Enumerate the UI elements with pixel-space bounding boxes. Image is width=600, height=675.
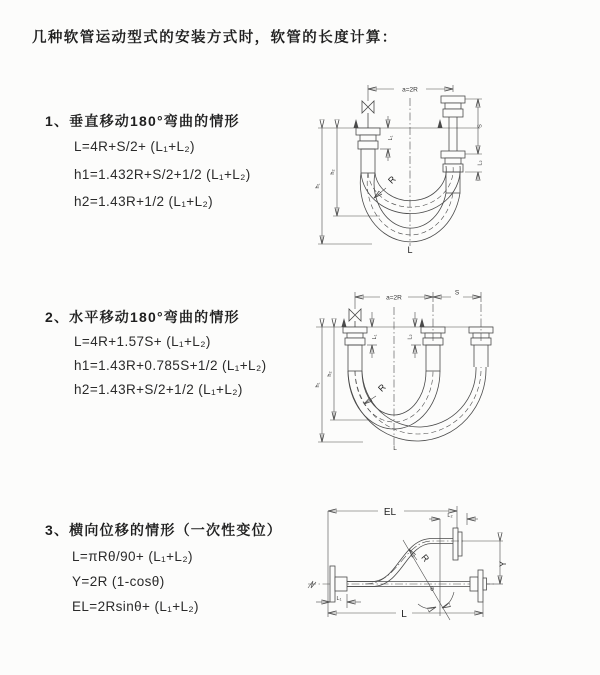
page-title: 几种软管运动型式的安装方式时，软管的长度计算：: [32, 30, 398, 46]
section-3-heading: 3、横向位移的情形（一次性变位）: [45, 522, 282, 538]
section-2-heading: 2、水平移动180°弯曲的情形: [45, 309, 240, 325]
dim-label-el: EL: [383, 507, 397, 518]
length-label: L: [393, 445, 397, 452]
diagram-vertical-180-bend: [310, 76, 510, 254]
diagram-horizontal-180-bend: [308, 282, 508, 452]
dim-label-l2: L₂: [477, 160, 484, 166]
dim-label-l1: L₁: [336, 596, 342, 602]
dim-label-a2r: a=2R: [402, 86, 418, 94]
section-3-formula-el: EL=2Rsinθ+ (L₁+L₂): [72, 599, 199, 614]
dim-label-l1: L₁: [388, 135, 394, 141]
angle-label: θ: [430, 586, 434, 593]
dim-label-l2: L₂: [407, 334, 414, 340]
dim-label-h2: h₂: [327, 371, 333, 377]
radius-label: R: [386, 174, 398, 186]
dim-label-h1: h₁: [315, 382, 321, 388]
dim-label-s: S: [477, 124, 484, 128]
radius-label: R: [419, 552, 432, 564]
section-3-formula-l: L=πRθ/90+ (L₁+L₂): [72, 549, 193, 564]
dim-label-l1: L₁: [372, 334, 378, 340]
dim-label-l: L: [401, 609, 407, 620]
section-2-formula-h1: h1=1.43R+0.785S+1/2 (L₁+L₂): [74, 358, 267, 373]
section-3-formula-y: Y=2R (1-cosθ): [72, 574, 165, 589]
section-1-heading: 1、垂直移动180°弯曲的情形: [45, 113, 240, 129]
radius-label: R: [376, 382, 388, 394]
section-1-formula-h1: h1=1.432R+S/2+1/2 (L₁+L₂): [74, 167, 251, 182]
dim-label-a2r: a=2R: [386, 294, 402, 302]
dim-label-y: Y: [498, 560, 508, 568]
diagram-lateral-displacement: [300, 498, 600, 648]
section-2-formula-l: L=4R+1.57S+ (L₁+L₂): [74, 334, 211, 349]
section-1-formula-h2: h2=1.43R+1/2 (L₁+L₂): [74, 194, 214, 209]
dim-label-s: S: [454, 289, 460, 297]
dim-label-l2: L₂: [447, 513, 453, 519]
valve-icon: [349, 309, 361, 321]
length-label: L: [407, 245, 413, 255]
section-1-formula-l: L=4R+S/2+ (L₁+L₂): [74, 139, 195, 154]
break-mark: [308, 581, 316, 588]
dim-label-h2: h₂: [330, 169, 336, 175]
dim-label-h1: h₁: [315, 183, 321, 189]
section-2-formula-h2: h2=1.43R+S/2+1/2 (L₁+L₂): [74, 382, 243, 397]
valve-icon: [362, 101, 374, 113]
